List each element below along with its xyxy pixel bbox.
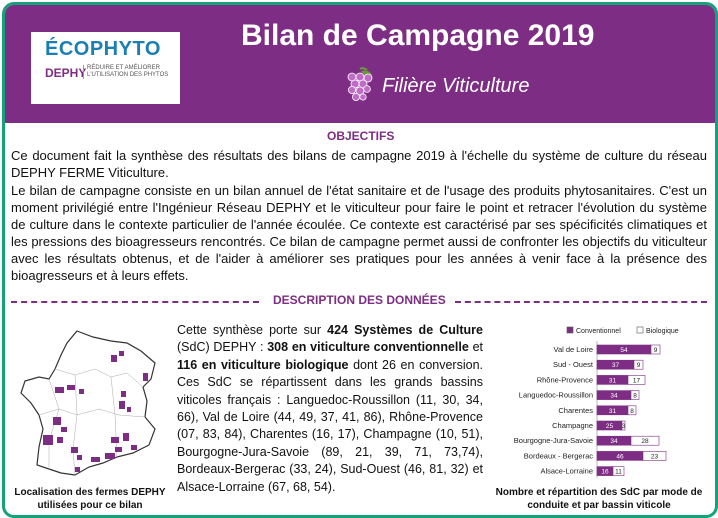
- sdc-bar-chart: [485, 323, 713, 483]
- data-label: 23: [650, 453, 659, 461]
- data-label: 25: [605, 423, 614, 430]
- category-label: Bourgogne-Jura-Savoie: [513, 436, 593, 446]
- data-label: 8: [630, 407, 634, 415]
- category-label: Charentes: [558, 405, 593, 415]
- objectifs-heading: OBJECTIFS: [327, 129, 395, 143]
- legend-label-0: Conventionnel: [576, 328, 621, 335]
- data-label: 34: [610, 438, 618, 446]
- legend-swatch-1: [637, 327, 643, 333]
- data-label: 54: [620, 347, 628, 354]
- legend-label-1: Biologique: [646, 328, 679, 335]
- data-label: 34: [610, 392, 618, 400]
- logo-sub: DEPHY: [45, 66, 87, 80]
- data-label: 31: [608, 377, 617, 385]
- category-label: Alsace-Lorraine: [540, 466, 593, 476]
- data-label: 11: [615, 468, 622, 476]
- logo-brand: ÉCOPHYTO: [45, 38, 161, 60]
- page-frame: [2, 2, 718, 518]
- ecophyto-logo: [31, 32, 180, 104]
- data-label: 3: [621, 423, 626, 430]
- map-caption: Localisation des fermes DEPHY utilisées pour ce bilan: [14, 487, 166, 511]
- category-label: Sud - Ouest: [552, 360, 593, 370]
- data-label: 28: [641, 438, 649, 446]
- grape-icon: [345, 67, 375, 103]
- page-subtitle: Filière Viticulture: [382, 75, 530, 97]
- objectifs-para-1: Ce document fait la synthèse des résultats des bilans de campagne 2019 à l'échelle du système de culture du réseau DEPHY FERME Viticulture.: [11, 148, 707, 180]
- logo-tagline: RÉDUIRE ET AMÉLIORER L'UTILISATION DES PHYTOS: [83, 65, 179, 79]
- data-label: 9: [636, 362, 641, 370]
- header-banner: [5, 5, 715, 123]
- chart-caption: Nombre et répartition des SdC par mode de conduite et par bassin viticole: [495, 487, 703, 511]
- description-heading: DESCRIPTION DES DONNÉES: [273, 293, 446, 307]
- divider-right: [455, 301, 707, 303]
- category-label: Rhône-Provence: [536, 375, 593, 385]
- category-label: Val de Loire: [553, 345, 593, 354]
- legend-swatch-0: [567, 327, 573, 333]
- category-label: Languedoc-Roussillon: [518, 390, 593, 400]
- category-label: Bordeaux - Bergerac: [523, 451, 593, 461]
- data-label: 8: [633, 392, 637, 400]
- data-label: 17: [632, 377, 641, 385]
- objectifs-para-2: Le bilan de campagne consiste en un bilan annuel de l'état sanitaire et de l'usage des produits phytosanitaires. C'est un moment privilégié entre l'Ingénieur Réseau DEPHY et le viticulteur pour faire le point et retracer l'évolution du système de culture dans le contexte particulier de l'année écoulée. Ce contexte est caractérisé par ses spécificités climatiques et les pressions des bioagresseurs rencontrés. Ce bilan de campagne permet aussi de confronter les objectifs du viticulteur avec les résultats obtenus, et de l'aider à améliorer ses pratiques pour les années à venir face à la présence des bioagresseurs et à leurs effets.: [11, 183, 707, 283]
- data-label: 37: [611, 362, 620, 370]
- data-label: 9: [653, 347, 658, 354]
- divider-left: [11, 301, 259, 303]
- data-label: 16: [601, 468, 609, 476]
- page-title: Bilan de Campagne 2019: [241, 19, 595, 52]
- france-map: [15, 329, 165, 479]
- data-label: 31: [608, 407, 617, 415]
- description-text: Cette synthèse porte sur 424 Systèmes de Culture (SdC) DEPHY : 308 en viticulture conventionnelle et 116 en viticulture biologique dont 26 en conversion. Ces SdC se répartissent dans les grands bassins viticoles français : Languedoc-Roussillon (11, 30, 34, 66), Val de Loire (44, 49, 37, 41, 86), Rhône-Provence (07, 83, 84), Charentes (16, 17), Champagne (10, 51), Bourgogne-Jura-Savoie (89, 21, 39, 71, 73,74), Bordeaux-Bergerac (33, 24), Sud-Ouest (46, 81, 32) et Alsace-Lorraine (67, 68, 54).: [177, 323, 483, 494]
- data-label: 46: [616, 453, 624, 461]
- category-label: Champagne: [552, 421, 593, 430]
